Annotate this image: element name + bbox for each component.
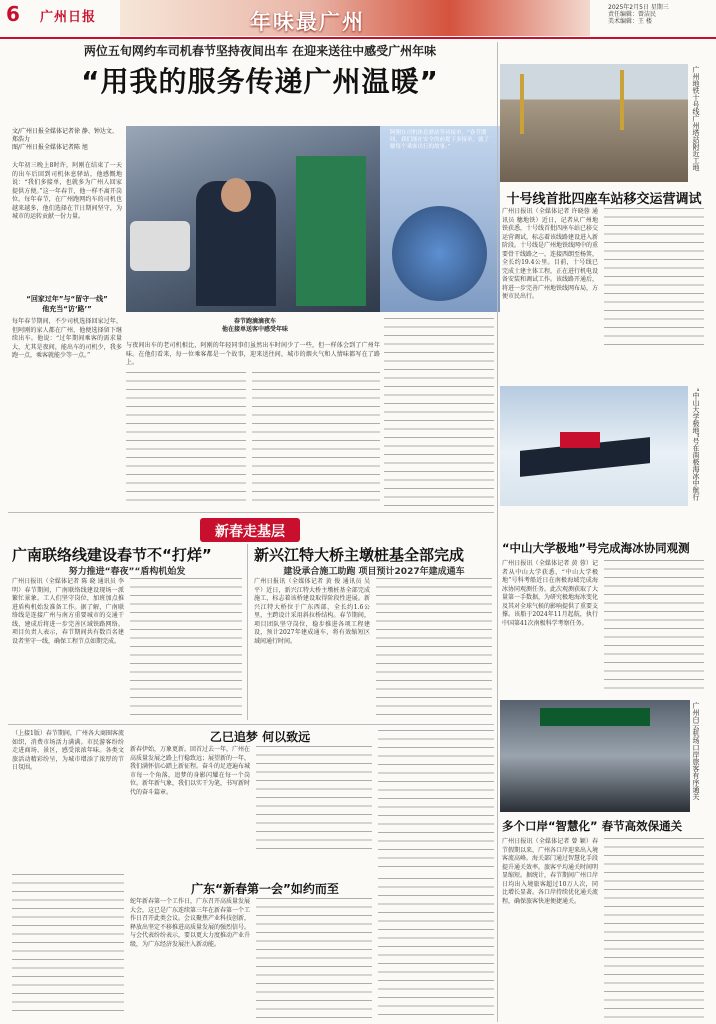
right-column-rule — [497, 42, 498, 1022]
polar-photo — [500, 386, 688, 506]
bottom-body-2: 蛇年新春第一个工作日，广东召开高质量发展大会，这已是广东连续第三年在新春第一个工作日召开此类会议。会议聚焦产业科技创新，释放出坚定不移推进高质量发展的强烈信号。与会代表纷纷表示，要以更大力度推动产业升级，为广东经济发展注入新动能。 — [130, 898, 251, 948]
bottom-text-block-c — [378, 730, 494, 870]
lead-section-head: “回家过年”与“留守一线” 他充当“访‘路’” — [26, 295, 108, 313]
lead-headline: “用我的服务传递广州温暖” — [81, 65, 439, 98]
inset-caption: 阿刚在司机休息驿站等待接单，“春节期间，我们能在安全的前提下多接单，就了解每个乘客出行的故事。” — [390, 130, 490, 150]
lead-body-2: 每年春节期间，不少司机选择回家过年，但阿刚的家人都在广州，他便选择留下继续出车。他说：“过年期间乘客的需求量大，尤其是夜间，能出车的司机少，我多跑一点，乘客就能少等一点。” — [12, 318, 122, 359]
xinchun-label: 新春走基层 — [200, 518, 300, 542]
inset-circle — [392, 206, 487, 301]
metro-text-block — [604, 208, 704, 348]
railway-text-block — [130, 578, 242, 718]
bottom-text-block-d — [256, 898, 372, 1018]
station-sign — [540, 708, 650, 726]
metro-body: 广州日报讯（全媒体记者 许晓蓉 通讯员 穗地铁）近日，记者从广州地铁获悉，十号线首批四座车站已移交运营调试，标志着该线路建设进入新阶段。十号线是广州地铁线网中的重要骨干线路之一，连接西朗至杨箕，全长约19.4公里。目前，十号线已完成土建主体工程，正在进行机电设备安装和调试工作。该线路开通后，将进一步完善广州地铁线网布局，方便市民出行。 — [502, 208, 599, 300]
railway-body: 广州日报讯（全媒体记者 陈 晓 通讯员 李 明）春节期间，广南联络线建设现场一派繁忙景象。工人们坚守岗位，加班加点推进盾构机始发准备工作。据了解，广南联络线是连接广州与南方重要城市的交通干线，建成后将进一步完善区域铁路网络。项目负责人表示，春节期间共有数百名建设者坚守一线，确保工程节点如期完成。 — [12, 578, 126, 645]
lead-kicker: 两位五旬网约车司机春节坚持夜间出车 在迎来送往中感受广州年味 — [83, 44, 437, 58]
polar-caption: “中山大学极地”号在南极海冰中航行 — [692, 388, 700, 501]
bottom-title-2: 广东“新春第一会”如约而至 — [191, 882, 339, 896]
station-caption: 广州白云机场口岸旅客有序通关 — [692, 702, 700, 800]
crane-a — [520, 74, 524, 134]
bottom-body-3: （上接1版）春节期间，广州各大商圈客流如织，消费市场活力满满。市民游客纷纷走进商场、景区，感受浓浓年味。各类文旅活动精彩纷呈，为城市增添了浓厚的节日氛围。 — [12, 730, 124, 771]
station-headline: 多个口岸“智慧化” 春节高效保通关 — [502, 819, 683, 833]
bridge-headline: 新兴江特大桥主墩桩基全部完成 — [254, 546, 465, 564]
lead-body-3: 与夜间出车的老司机相比，阿刚的年轻同事们虽然出车时间少了一些，但一样体会到了广州年味。在他们看来，每一位乘客都是一个故事，迎来送往间，城市的烟火气和人情味都写在了路上。 — [126, 342, 380, 366]
masthead: 广州日报 — [40, 10, 97, 25]
lead-text-block-c — [384, 318, 494, 508]
bridge-sub: 建设承合施工助跑 项目预计2027年建成通车 — [283, 567, 465, 577]
inset-photo — [380, 126, 500, 312]
lead-text-block-a — [126, 372, 246, 502]
metro-headline: 十号线首批四座车站移交运营调试 — [506, 192, 702, 207]
ship-deck — [560, 432, 600, 448]
lead-photo — [126, 126, 380, 312]
crane-b — [620, 70, 624, 130]
station-text-block — [604, 838, 704, 1018]
polar-text-block — [604, 560, 704, 690]
bottom-body-1: 新春伊始，万象更新。回首过去一年，广州在高质量发展之路上行稳致远；展望新的一年，我们满怀信心踏上新征程。奋斗的足迹遍布城市每一个角落，追梦的身影闪耀在每一个岗位。新年新气象，我们以实干为笔，书写新时代的奋斗篇章。 — [130, 746, 251, 796]
bottom-rule — [8, 724, 494, 725]
metro-photo — [500, 64, 688, 182]
bottom-text-block-a — [12, 874, 124, 1018]
date-info: 2025年2月5日 星期三 责任编辑：曾洁民 美术编辑：王 楼 — [608, 4, 669, 25]
railway-headline: 广南联络线建设春节不“打烊” — [12, 546, 212, 564]
column-title: 年味最广州 — [250, 10, 365, 34]
car — [130, 221, 190, 271]
bottom-text-block-e — [378, 878, 494, 1018]
railway-sub: 努力推进“春夜”“盾构机始发 — [68, 567, 186, 577]
page-number: 6 — [6, 2, 20, 26]
lead-body-1: 大年初三晚上8时许，阿刚在结束了一天的出车后回到司机休息驿站，他感慨地说：“我们多接单，也就多为广州人回家提供方便。”这一年春节，他一样不离开岗位。每年春节，在广州跑网约车的司机也越来越多，他们选择在节日期间坚守，为城市的运转贡献一份力量。 — [12, 162, 122, 220]
header-rule — [0, 37, 716, 39]
bottom-text-block-b — [256, 746, 372, 856]
lead-text-block-b — [252, 372, 380, 502]
bridge-body: 广州日报讯（全媒体记者 黄 俊 通讯员 吴 平）近日，新兴江特大桥主墩桩基全部完成施工，标志着该桥建设取得阶段性进展。新兴江特大桥位于广东西部，全长约1.6公里，主跨设计采用斜拉桥结构。春节期间，项目团队坚守岗位，稳步推进各项工程建设，预计2027年建成通车，将有效缩短区域间通行时间。 — [254, 578, 372, 645]
middle-vrule — [247, 544, 248, 720]
bottom-title-1: 乙巳追梦 何以致远 — [209, 730, 311, 744]
station-body: 广州日报讯（全媒体记者 曾 颖）春节假期以来，广州各口岸迎来出入境客流高峰。海关部门通过智慧化手段提升通关效率，旅客平均通关时间明显缩短。据统计，春节期间广州口岸日均出入境旅客超过10万人次，同比增长显著。各口岸持续优化通关流程，确保旅客快速便捷通关。 — [502, 838, 599, 905]
lead-photo-caption: 春节跑滴滴夜车 他在接单送客中感受年味 — [221, 318, 288, 333]
station-photo — [500, 700, 690, 812]
bridge-text-block — [376, 578, 492, 718]
driver-face — [221, 178, 251, 212]
polar-body: 广州日报讯（全媒体记者 黄 蓉）记者从中山大学获悉，“中山大学极地”号科考船近日在南极海域完成海冰协同观测任务。此次观测获取了大量第一手数据，为研究极地海冰变化及其对全球气候的影响提供了重要支撑。该船于2024年11月起航，执行中国第41次南极科学考察任务。 — [502, 560, 599, 627]
lead-byline: 文/广州日报全媒体记者徐 静、钟达文、郑浩力 图/广州日报全媒体记者陈 旭 — [12, 128, 118, 151]
metro-caption: 广州地铁十号线广州塔站附近工地 — [692, 66, 700, 171]
middle-rule — [8, 512, 494, 513]
polar-headline: “中山大学极地”号完成海冰协同观测 — [502, 541, 690, 555]
charging-station — [296, 156, 366, 306]
